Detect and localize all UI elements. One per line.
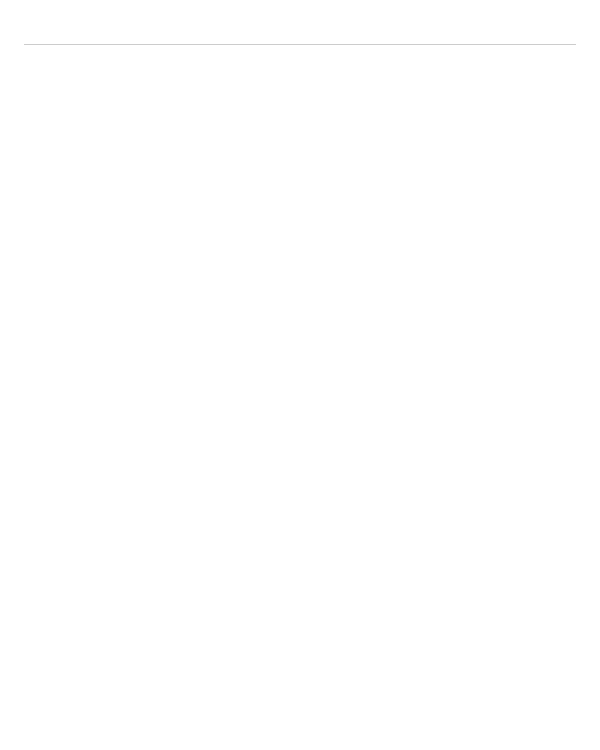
running-header	[24, 24, 576, 45]
